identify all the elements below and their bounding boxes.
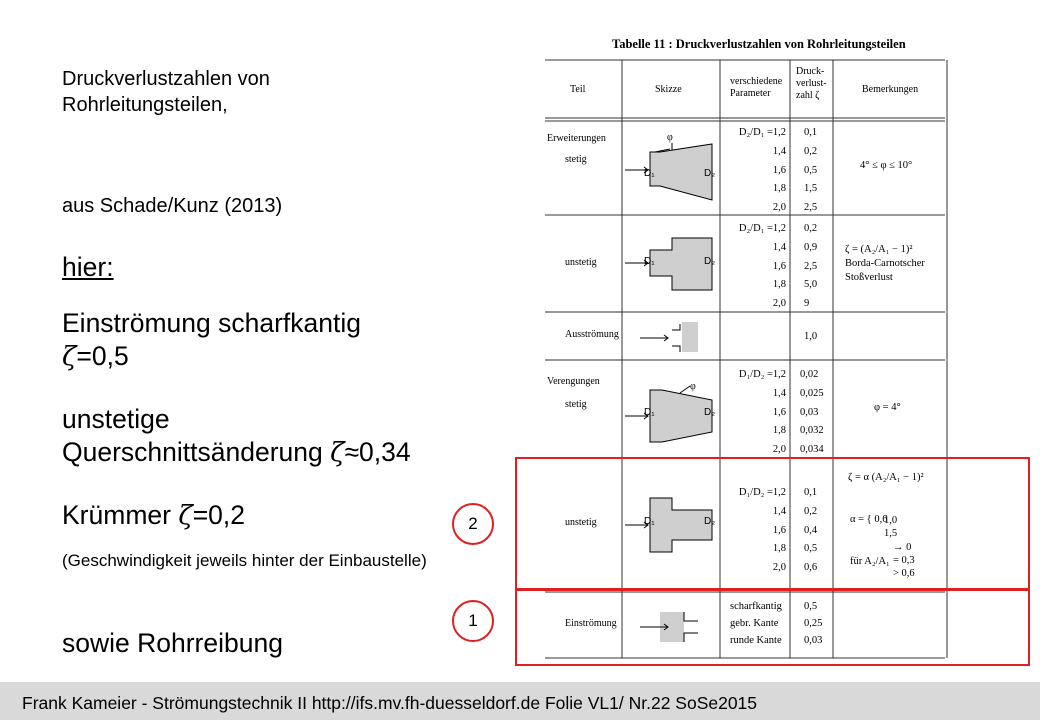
item-querschnitt-line1: unstetige <box>62 404 170 434</box>
sketch-outflow-icon <box>640 322 698 352</box>
formula-alpha: ζ = α (A₂/A₁ − 1)² <box>848 472 924 483</box>
param-cell: 2,0 <box>772 562 786 574</box>
params-ver-stetig <box>728 366 786 460</box>
sketch-diffuser-icon <box>625 143 712 200</box>
header-parameter-line1: verschiedene <box>730 76 783 87</box>
zeta-cell: 0,032 <box>800 425 824 437</box>
param-cell: 1,8 <box>772 543 786 555</box>
param-cell: D₂/D₁ =1,2 <box>738 127 786 138</box>
zeta-symbol: ζ <box>62 341 77 372</box>
param-cell: 1,6 <box>772 406 786 418</box>
zeta-cell: 0,03 <box>800 406 819 418</box>
value-text: =0,5 <box>76 341 129 371</box>
alpha-value: 1,5 <box>884 528 898 539</box>
intro-line-1: Druckverlustzahlen von <box>62 68 270 90</box>
sketch-sudden-expansion-icon <box>625 238 712 290</box>
zeta-cell: 0,5 <box>804 601 818 612</box>
zeta-cell: 0,5 <box>804 543 818 555</box>
teil-erweiterungen: Erweiterungen <box>547 133 606 144</box>
label-d2: D₂ <box>704 516 716 527</box>
zeta-cell: 0,025 <box>800 387 824 399</box>
param-cell: 1,6 <box>772 164 786 176</box>
bem-line: Borda-Carnotscher <box>845 258 925 269</box>
param-cell: 2,0 <box>772 202 786 214</box>
fuer-label: für A₂/A₁ <box>850 556 890 567</box>
zeta-cell: 0,9 <box>804 241 818 253</box>
label-text: Querschnittsänderung <box>62 437 331 467</box>
value-text: ≈0,34 <box>344 437 411 467</box>
header-zahl <box>796 66 827 102</box>
zeta-erw-unstetig <box>804 220 817 314</box>
teil-ausstroemung: Ausströmung <box>565 329 619 340</box>
param-cell: 1,6 <box>772 524 786 536</box>
source-citation: aus Schade/Kunz (2013) <box>62 195 283 217</box>
teil-stetig: stetig <box>565 154 587 165</box>
label-phi: φ <box>690 381 696 392</box>
teil-unstetig: unstetig <box>565 517 597 528</box>
zeta-cell: 0,1 <box>804 127 818 138</box>
item-rohrreibung: sowie Rohrreibung <box>62 628 283 658</box>
marker-1: 1 <box>452 600 494 642</box>
zeta-cell: 1,5 <box>804 183 818 195</box>
teil-stetig: stetig <box>565 399 587 410</box>
header-bemerkungen: Bemerkungen <box>862 84 919 95</box>
zeta-cell: 0,03 <box>804 635 823 646</box>
header-teil: Teil <box>570 84 586 95</box>
header-zahl-line1: Druck- <box>796 66 825 77</box>
label-d2: D₂ <box>704 256 716 267</box>
hier-heading: hier: <box>62 252 114 282</box>
header-parameter <box>730 76 782 100</box>
param-cell: 1,6 <box>772 260 786 272</box>
zeta-cell: 0,02 <box>800 369 819 380</box>
zeta-cell: 0,2 <box>804 223 818 234</box>
label-d1: D₁ <box>644 516 655 527</box>
param-cell: 1,8 <box>772 425 786 437</box>
zeta-cell: 0,6 <box>804 562 818 574</box>
zeta-cell: 0,1 <box>804 487 818 498</box>
teil-verengungen: Verengungen <box>547 376 600 387</box>
param-cell: 1,8 <box>772 183 786 195</box>
zeta-ausstroemung: 1,0 <box>804 331 818 342</box>
zeta-ver-stetig <box>800 366 824 460</box>
param-cell: 1,4 <box>772 505 786 517</box>
header-skizze: Skizze <box>655 84 682 95</box>
bem-ver-stetig: φ = 4° <box>874 402 901 413</box>
params-erw-stetig <box>728 124 786 218</box>
zeta-symbol: ζ <box>330 437 345 468</box>
note-text: (Geschwindigkeit jeweils hinter der Einbaustelle) <box>62 551 427 570</box>
item-einstroemung-label: Einströmung scharfkantig <box>62 308 362 338</box>
fuer-value: > 0,6 <box>893 568 915 579</box>
param-cell: 1,8 <box>772 279 786 291</box>
label-d2: D₂ <box>704 407 716 418</box>
highlight-box-contraction <box>515 457 1030 591</box>
teil-unstetig: unstetig <box>565 257 597 268</box>
label-d1: D₁ <box>644 168 655 179</box>
zeta-cell: 9 <box>804 298 810 310</box>
param-cell: runde Kante <box>730 635 782 646</box>
alpha-value: 1,0 <box>884 515 898 526</box>
bem-erw-stetig: 4° ≤ φ ≤ 10° <box>860 160 913 171</box>
zeta-cell: 0,2 <box>804 505 818 517</box>
zeta-cell: 2,5 <box>804 202 818 214</box>
bem-erw-unstetig <box>845 243 925 285</box>
zeta-cell: 2,5 <box>804 260 818 272</box>
param-cell: gebr. Kante <box>730 618 779 629</box>
formula-borda: ζ = (A₂/A₁ − 1)² <box>845 244 913 255</box>
fuer-value: → 0 <box>893 542 912 553</box>
header-zahl-line3: zahl ζ <box>796 90 820 101</box>
zeta-cell: 0,4 <box>804 524 818 536</box>
param-cell: scharfkantig <box>730 601 782 612</box>
teil-einstroemung: Einströmung <box>565 618 617 629</box>
footer-text: Frank Kameier - Strömungstechnik II http://ifs.mv.fh-duesseldorf.de Folie VL1/ Nr.22 SoSe2015 <box>22 693 758 713</box>
table-title: Tabelle 11 : Druckverlustzahlen von Rohrleitungsteilen <box>612 37 906 51</box>
label-text: Krümmer <box>62 500 179 530</box>
marker-2: 2 <box>452 503 494 545</box>
header-parameter-line2: Parameter <box>730 88 771 99</box>
param-cell: 1,4 <box>772 145 786 157</box>
params-erw-unstetig <box>728 220 786 314</box>
zeta-symbol: ζ <box>178 500 193 531</box>
fuer-value: = 0,3 <box>893 555 915 566</box>
intro-line-2: Rohrleitungsteilen, <box>62 94 228 116</box>
param-cell: 1,4 <box>772 241 786 253</box>
zeta-cell: 0,5 <box>804 164 818 176</box>
zeta-cell: 0,2 <box>804 145 818 157</box>
param-cell: D₁/D₂ =1,2 <box>738 487 786 498</box>
label-d1: D₁ <box>644 256 655 267</box>
param-cell: 2,0 <box>772 444 786 456</box>
bem-line: Stoßverlust <box>845 272 893 283</box>
value-text: =0,2 <box>192 500 246 530</box>
param-cell: 2,0 <box>772 298 786 310</box>
label-d1: D₁ <box>644 407 655 418</box>
alpha-label: α = { 0,6 <box>850 514 888 525</box>
zeta-cell: 5,0 <box>804 279 818 291</box>
highlight-box-inflow <box>515 588 1030 666</box>
zeta-cell: 0,034 <box>800 444 824 456</box>
sketch-nozzle-icon <box>625 386 712 442</box>
zeta-erw-stetig <box>804 124 817 218</box>
param-cell: D₂/D₁ =1,2 <box>738 223 786 234</box>
label-phi: φ <box>667 132 673 143</box>
header-zahl-line2: verlust- <box>796 78 827 89</box>
param-cell: D₁/D₂ =1,2 <box>738 369 786 380</box>
param-cell: 1,4 <box>772 387 786 399</box>
label-d2: D₂ <box>704 168 716 179</box>
zeta-cell: 0,25 <box>804 618 823 629</box>
